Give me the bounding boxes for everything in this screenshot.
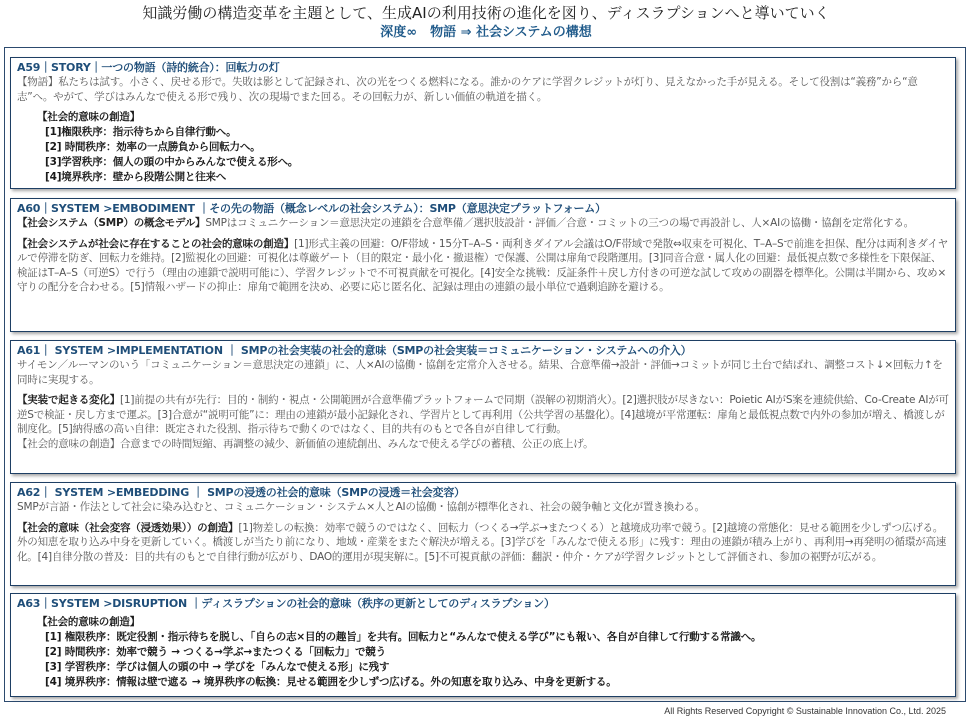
page-title: 知識労働の構造変革を主題として、生成AIの利用技術の進化を図り、ディスラプションへと導いていく <box>142 4 830 22</box>
card-a60-para1-text: SMPはコミュニケーション＝意思決定の連鎖を合意準備／選択肢設計・評価／合意・コミットの三つの場で再設計し、人×AIの協働・協創を定常化する。 <box>205 217 914 229</box>
card-a63 <box>10 593 956 697</box>
card-a59-list-title: 【社会的意味の創造】 <box>37 111 140 124</box>
list-item: [2] 時間秩序：効率の一点勝負から回転力へ。 <box>45 141 261 154</box>
card-a62 <box>10 482 956 586</box>
card-a61-para3: 【社会的意味の創造】合意までの時間短縮、再調整の減少、新価値の連続創出、みんなで使える学びの蓄積、公正の底上げ。 <box>17 437 594 450</box>
list-item: [3] 学習秩序：学びは個人の頭の中 → 学びを「みんなで使える形」に残す <box>45 661 390 673</box>
card-a61-heading: A61｜ SYSTEM >IMPLEMENTATION ｜ SMPの社会実装の社会的意味（SMPの社会実装＝コミュニケーション・システムへの介入） <box>17 344 692 357</box>
card-a61-para2 <box>17 393 949 437</box>
card-a62-para1: SMPが言語・作法として社会に染み込むと、コミュニケーション・システム×人とAIの協働・協創が標準化され、社会の競争軸と文化が置き換わる。 <box>17 501 705 513</box>
card-a61-para2-title: 【実装で起きる変化】 <box>17 394 120 407</box>
list-item: [1]権限秩序：指示待ちから自律行動へ。 <box>45 126 237 139</box>
list-item: [4]境界秩序：壁から段階公開と往来へ <box>45 171 227 184</box>
card-a61-para1: サイモン／ルーマンのいう「コミュニケーション＝意思決定の連鎖」に、人×AIの協働・協創を定常介入させる。結果、合意準備→設計・評価→コミットが同じ土台で結ばれ、調整コスト↓×回転力↑を同時に実現する。 <box>17 359 943 386</box>
card-a59-heading: A59｜STORY｜一つの物語（詩的統合）：回転力の灯 <box>17 61 280 74</box>
card-a62-heading: A62｜ SYSTEM >EMBEDDING ｜ SMPの浸透の社会的意味（SMPの浸透＝社会変容） <box>17 486 465 499</box>
card-a61 <box>10 340 956 474</box>
list-item: [4] 境界秩序：情報は壁で遮る → 境界秩序の転換：見せる範囲を少しずつ広げる。外の知恵を取り込み、中身を更新する。 <box>45 676 617 688</box>
card-a60-para1-title: 【社会システム（SMP）の概念モデル】 <box>17 217 206 229</box>
card-a61-para2-text: [1]前提の共有が先行：目的・制約・視点・公開範囲が合意準備プラットフォームで同期（誤解の初期消火）。[2]選択肢が尽きない：Poietic AIがS案を連続供給、Co-Create AIが可逆Sで検証・戻し方まで運ぶ。[3]合意が“説明可能”に：理由の連鎖が最小記録化され、学習片として再利用（公共学習の基盤化）。[4]越境が平常運転：扉角と最低視点数で内外の参加が増え、橋渡しが制度化。[5]納得感の高い自律：既定された役割、指示待ちで動くのではなく、目的共有のもとで各自が自律して行動。 <box>17 394 949 436</box>
card-a63-heading: A63｜SYSTEM >DISRUPTION ｜ディスラプションの社会的意味（秩序の更新としてのディスラプション） <box>17 597 555 610</box>
list-item: [1] 権限秩序：既定役割・指示待ちを脱し、「自らの志×目的の趣旨」を共有。回転力と“みんなで使える学び”にも報い、各自が自律して行動する常識へ。 <box>45 631 762 643</box>
card-a60-heading: A60｜SYSTEM >EMBODIMENT ｜その先の物語（概念レベルの社会システム）：SMP（意思決定プラットフォーム） <box>17 202 606 215</box>
page-subtitle: 深度∞ 物語 ⇒ 社会システムの構想 <box>380 25 592 40</box>
card-a60-para2-text: [1]形式主義の回避：O/F帯域・15分T–A–S・両利きダイアル会議はO/F帯域で発散⇔収束を可視化、T–A–Sで前進を担保、配分は両利きダイヤルで停滞を防ぎ、回転力を維持。[2]監視化の回避：可視化は尊厳ゲート（目的限定・最小化・撤退権）で保護、公開は扉角で段階運用。[3]同音合意・属人化の回避：最低視点数で多様性を下限保証、検証はT–A–S（可逆S）で行う（理由の連鎖で説明可能に）、学習クレジットで不可視貢献を可視化。[4]安全な挑戦：反証条件＋戻し方付きの可逆な試して攻めの副器を標準化。公開は半開から、攻め×守りの配分を合わせる。[5]情報ハザードの抑止：扉角で範囲を決め、必要に応じ匿名化、記録は理由の連鎖の最小単位で過剰追跡を避ける。 <box>17 237 949 294</box>
card-a59 <box>10 57 956 189</box>
card-a60-para1 <box>17 216 949 231</box>
card-a62-para2 <box>17 521 949 565</box>
card-a62-para2-text: [1]物差しの転換：効率で競うのではなく、回転力（つくる→学ぶ→またつくる）と越境成功率で競う。[2]越境の常態化：見せる範囲を少しずつ広げる。外の知恵を取り込み中身を更新していく。橋渡しが当たり前になり、地域・産業をまたぐ解決が増える。[3]学びを「みんなで使える形」に残す：理由の連鎖が積み上がり、再利用→再発明の循環が高速化。[4]自律分散の普及：目的共有のもとで自律行動が広がり、DAO的運用が現実解に。[5]不可視貢献の評価：翻訳・仲介・ケアが学習クレジットとして評価され、参加の裾野が広がる。 <box>17 521 947 563</box>
list-item: [3]学習秩序：個人の頭の中からみんなで使える形へ。 <box>45 156 299 169</box>
card-a63-list-title: 【社会的意味の創造】 <box>37 616 140 628</box>
card-a59-story: 【物語】私たちは試す。小さく、戻せる形で。失敗は影として記録され、次の光をつくる燃料になる。誰かのケアに学習クレジットが灯り、見えなかった手が見える。そして役割は“義務”から“意志”へ。やがて、学びはみんなで使える形で残り、次の現場でまた回る。その回転力が、新しい価値の軌道を描く。 <box>17 76 918 103</box>
page-header <box>0 0 972 42</box>
card-a60 <box>10 198 956 332</box>
card-a60-para2 <box>17 237 949 295</box>
card-a63-list <box>37 615 949 690</box>
card-a59-list <box>37 110 949 185</box>
card-a60-para2-title: 【社会システムが社会に存在することの社会的意味の創造】 <box>17 237 295 250</box>
copyright-notice: All Rights Reserved Copyright © Sustainable Innovation Co., Ltd. 2025 <box>664 706 946 716</box>
card-a62-para2-title: 【社会的意味（社会変容（浸透効果））の創造】 <box>17 521 239 534</box>
list-item: [2] 時間秩序：効率で競う → つくる→学ぶ→またつくる「回転力」で競う <box>45 646 386 658</box>
